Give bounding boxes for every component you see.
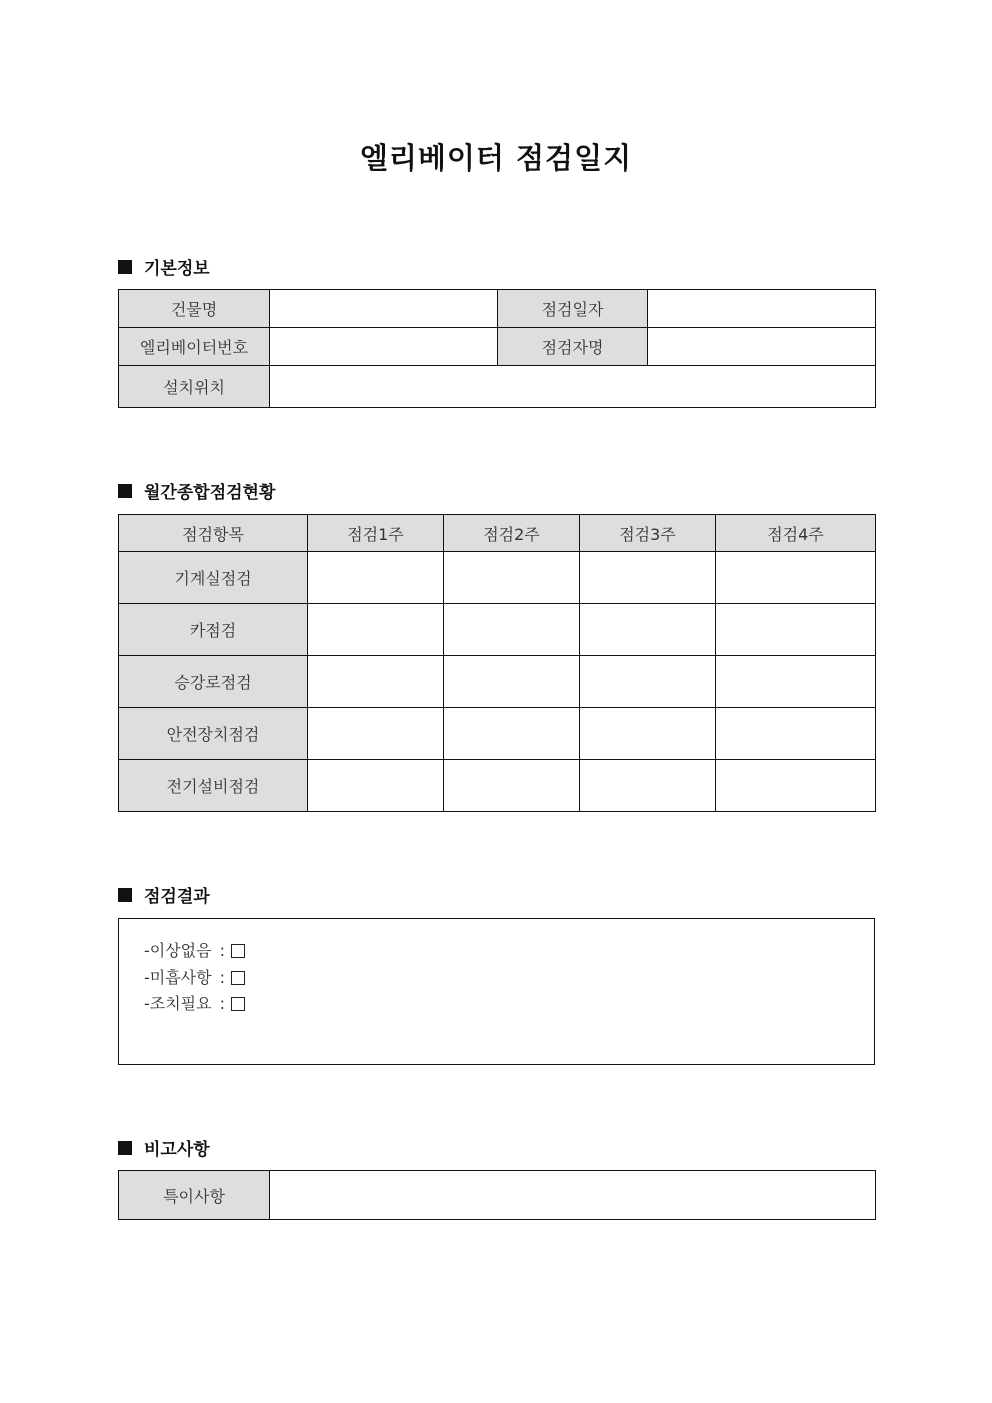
table-row — [119, 760, 876, 812]
option-separator: : — [219, 994, 225, 1013]
section-heading-label: 점검결과 — [144, 887, 210, 907]
table-row — [119, 656, 876, 708]
section-heading-label: 월간종합점검현황 — [144, 483, 276, 503]
result-option-insufficient — [144, 965, 874, 992]
cell-week3[interactable] — [580, 656, 716, 708]
elevator-number-field[interactable] — [270, 328, 498, 366]
column-header-item: 점검항목 — [119, 515, 308, 552]
column-header-week1: 점검1주 — [308, 515, 444, 552]
section-heading-remarks — [118, 1135, 210, 1160]
cell-week2[interactable] — [444, 656, 580, 708]
square-bullet-icon — [118, 1141, 132, 1155]
section-heading-result — [118, 882, 210, 907]
column-header-week3: 점검3주 — [580, 515, 716, 552]
inspection-result-box — [118, 918, 875, 1065]
cell-week2[interactable] — [444, 708, 580, 760]
cell-week1[interactable] — [308, 760, 444, 812]
cell-week1[interactable] — [308, 656, 444, 708]
option-label: -이상없음 — [144, 941, 212, 960]
cell-week2[interactable] — [444, 552, 580, 604]
section-heading-basic-info — [118, 254, 210, 279]
column-header-week2: 점검2주 — [444, 515, 580, 552]
cell-week4[interactable] — [716, 604, 876, 656]
table-row — [119, 328, 876, 366]
cell-week1[interactable] — [308, 708, 444, 760]
square-bullet-icon — [118, 260, 132, 274]
table-row — [119, 708, 876, 760]
monthly-inspection-table — [118, 514, 876, 812]
square-bullet-icon — [118, 484, 132, 498]
insufficient-checkbox[interactable] — [231, 971, 245, 985]
building-name-label: 건물명 — [119, 290, 270, 328]
cell-week1[interactable] — [308, 552, 444, 604]
no-issue-checkbox[interactable] — [231, 944, 245, 958]
section-heading-monthly — [118, 478, 275, 503]
cell-week3[interactable] — [580, 552, 716, 604]
inspection-date-field[interactable] — [648, 290, 876, 328]
inspection-date-label: 점검일자 — [498, 290, 648, 328]
table-row — [119, 604, 876, 656]
action-required-checkbox[interactable] — [231, 997, 245, 1011]
row-label-electrical: 전기설비점검 — [119, 760, 308, 812]
elevator-number-label: 엘리베이터번호 — [119, 328, 270, 366]
cell-week4[interactable] — [716, 760, 876, 812]
option-label: -미흡사항 — [144, 967, 212, 987]
inspector-name-label: 점검자명 — [498, 328, 648, 366]
cell-week2[interactable] — [444, 760, 580, 812]
cell-week2[interactable] — [444, 604, 580, 656]
basic-info-table — [118, 289, 876, 408]
option-label: -조치필요 — [144, 994, 212, 1013]
row-label-machine-room: 기계실점검 — [119, 552, 308, 604]
cell-week4[interactable] — [716, 656, 876, 708]
special-notes-label: 특이사항 — [119, 1171, 270, 1220]
table-row — [119, 366, 876, 408]
column-header-week4: 점검4주 — [716, 515, 876, 552]
cell-week3[interactable] — [580, 708, 716, 760]
option-separator: : — [219, 941, 225, 960]
cell-week3[interactable] — [580, 604, 716, 656]
document-title: 엘리베이터 점검일지 — [359, 141, 633, 175]
section-heading-label: 비고사항 — [144, 1140, 210, 1160]
cell-week3[interactable] — [580, 760, 716, 812]
row-label-safety-device: 안전장치점검 — [119, 708, 308, 760]
result-option-action-required — [144, 991, 874, 1018]
cell-week4[interactable] — [716, 552, 876, 604]
special-notes-field[interactable] — [270, 1171, 876, 1220]
square-bullet-icon — [118, 888, 132, 902]
building-name-field[interactable] — [270, 290, 498, 328]
result-option-no-issue — [144, 938, 874, 965]
install-location-field[interactable] — [270, 366, 876, 408]
table-row — [119, 1171, 876, 1220]
cell-week4[interactable] — [716, 708, 876, 760]
option-separator: : — [219, 967, 225, 987]
row-label-car: 카점검 — [119, 604, 308, 656]
table-header-row — [119, 515, 876, 552]
install-location-label: 설치위치 — [119, 366, 270, 408]
row-label-hoistway: 승강로점검 — [119, 656, 308, 708]
section-heading-label: 기본정보 — [144, 259, 210, 279]
table-row — [119, 552, 876, 604]
inspector-name-field[interactable] — [648, 328, 876, 366]
cell-week1[interactable] — [308, 604, 444, 656]
remarks-table — [118, 1170, 876, 1220]
table-row — [119, 290, 876, 328]
